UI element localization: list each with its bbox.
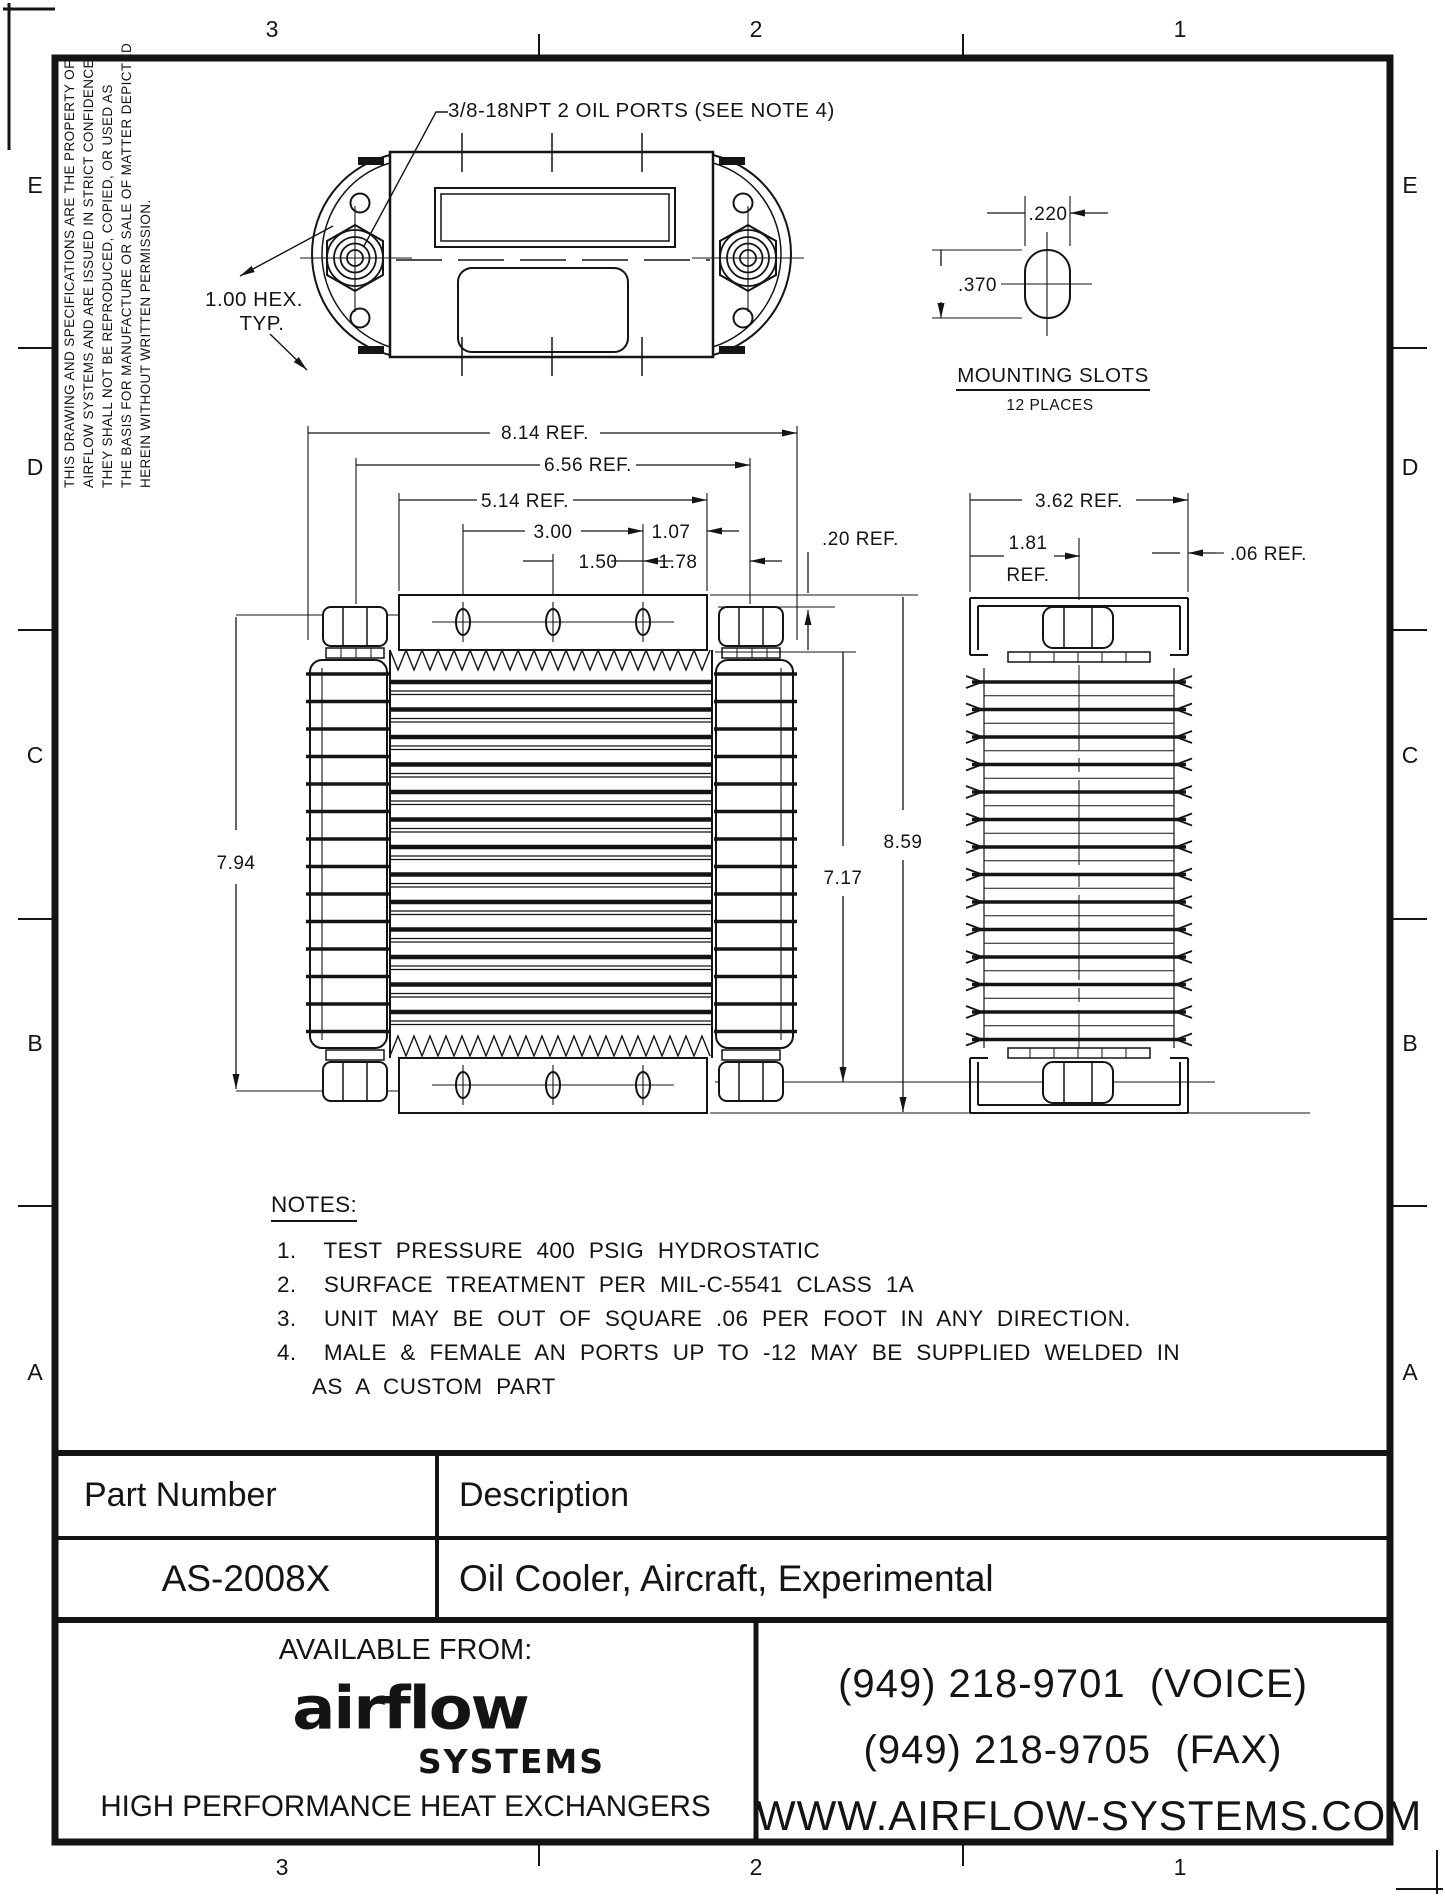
cooler-tubes [390, 682, 712, 1012]
ports-callout: 3/8-18NPT 2 OIL PORTS (SEE NOTE 4) [448, 99, 835, 122]
disclaimer-line-5: HEREIN WITHOUT WRITTEN PERMISSION. [138, 199, 153, 488]
corner-mark-top-left [3, 3, 55, 150]
mount-nut [719, 607, 783, 646]
notes-title: NOTES: [271, 1192, 357, 1222]
dim-flange-thickness: .06 REF. [1230, 544, 1307, 565]
disclaimer-line-2: AIRFLOW SYSTEMS AND ARE ISSUED IN STRICT CONFIDENCE. [81, 54, 96, 488]
description-value: Oil Cooler, Aircraft, Experimental [459, 1558, 994, 1599]
zone-row-e-right: E [1402, 172, 1418, 198]
zone-row-e-left: E [27, 172, 43, 198]
slot-detail-places: 12 PLACES [1006, 397, 1094, 414]
disclaimer-line-4: THE BASIS FOR MANUFACTURE OR SALE OF MATTER DEPICTED [119, 42, 134, 488]
fin-band-top [390, 650, 710, 670]
note-item-2: 2. SURFACE TREATMENT PER MIL-C-5541 CLASS 1A [277, 1272, 915, 1297]
part-number-label: Part Number [84, 1476, 277, 1514]
slot-detail-title: MOUNTING SLOTS [957, 364, 1149, 387]
tagline: HIGH PERFORMANCE HEAT EXCHANGERS [100, 1790, 711, 1823]
zone-row-d-left: D [26, 454, 44, 480]
hex-size-label: 1.00 HEX. [205, 288, 303, 311]
dim-tank-height: 7.94 [216, 853, 256, 874]
top-view [240, 112, 804, 376]
slot-width-dim: .220 [1028, 204, 1068, 225]
dim-hole-to-edge: 1.07 [651, 522, 691, 543]
dim-bracket-offset: .20 REF. [822, 529, 899, 550]
zone-col-3-bottom: 3 [275, 1854, 289, 1880]
part-number-value: AS-2008X [161, 1558, 331, 1599]
zone-row-b-left: B [27, 1030, 43, 1056]
disclaimer-line-3: THEY SHALL NOT BE REPRODUCED, COPIED, OR USED AS [100, 84, 115, 488]
zone-row-b-right: B [1402, 1030, 1418, 1056]
dim-depth: 3.62 REF. [1035, 491, 1123, 512]
dim-bracket-width: 5.14 REF. [481, 491, 569, 512]
mount-nut [323, 607, 387, 646]
zone-col-2-top: 2 [749, 16, 763, 42]
corner-mark-bottom-right [1396, 1850, 1443, 1894]
dim-overall-height: 8.59 [883, 832, 923, 853]
top-view-body [390, 152, 713, 357]
dim-bolt-span: 6.56 REF. [544, 455, 632, 476]
hex-typ-label: TYP. [239, 312, 285, 335]
available-from-label: AVAILABLE FROM: [278, 1634, 533, 1666]
dim-overall-width: 8.14 REF. [501, 423, 589, 444]
note-item-4: 4. MALE & FEMALE AN PORTS UP TO -12 MAY BE SUPPLIED WELDED IN [277, 1340, 1181, 1365]
zone-row-c-right: C [1401, 742, 1419, 768]
zone-col-2-bottom: 2 [749, 1854, 763, 1880]
slot-height-dim: .370 [958, 275, 997, 296]
zone-col-1-top: 1 [1173, 16, 1187, 42]
zone-row-a-left: A [27, 1359, 43, 1385]
fin-band-bottom [390, 1036, 710, 1056]
dim-nut-offset-ref: REF. [1006, 565, 1050, 586]
website: WWW.AIRFLOW-SYSTEMS.COM [756, 1792, 1423, 1839]
front-view [306, 595, 797, 1113]
zone-col-1-bottom: 1 [1173, 1854, 1187, 1880]
note-item-3: 3. UNIT MAY BE OUT OF SQUARE .06 PER FOOT IN ANY DIRECTION. [277, 1306, 1131, 1331]
dim-core-height: 7.17 [823, 868, 863, 889]
disclaimer-line-1: THIS DRAWING AND SPECIFICATIONS ARE THE PROPERTY OF [62, 60, 77, 488]
side-view [966, 493, 1224, 1113]
oil-port-right [692, 206, 804, 312]
phone-voice: (949) 218-9701 (VOICE) [838, 1662, 1308, 1706]
description-label: Description [459, 1476, 630, 1514]
note-item-1: 1. TEST PRESSURE 400 PSIG HYDROSTATIC [277, 1238, 821, 1263]
dim-hole-span: 3.00 [533, 522, 573, 543]
airflow-logo: airflow [292, 1674, 528, 1744]
airflow-logo-systems: SYSTEMS [417, 1742, 605, 1781]
phone-fax: (949) 218-9705 (FAX) [863, 1728, 1283, 1772]
dim-hole-pitch: 1.50 [578, 552, 618, 573]
zone-row-d-right: D [1401, 454, 1419, 480]
dim-hole-to-bolt: 1.78 [658, 552, 698, 573]
zone-row-c-left: C [26, 742, 44, 768]
zone-row-a-right: A [1402, 1359, 1418, 1385]
note-item-4-continuation: AS A CUSTOM PART [312, 1374, 556, 1399]
side-mount-nut [1043, 607, 1113, 648]
zone-col-3-top: 3 [265, 16, 279, 42]
dim-nut-offset: 1.81 [1008, 533, 1048, 554]
